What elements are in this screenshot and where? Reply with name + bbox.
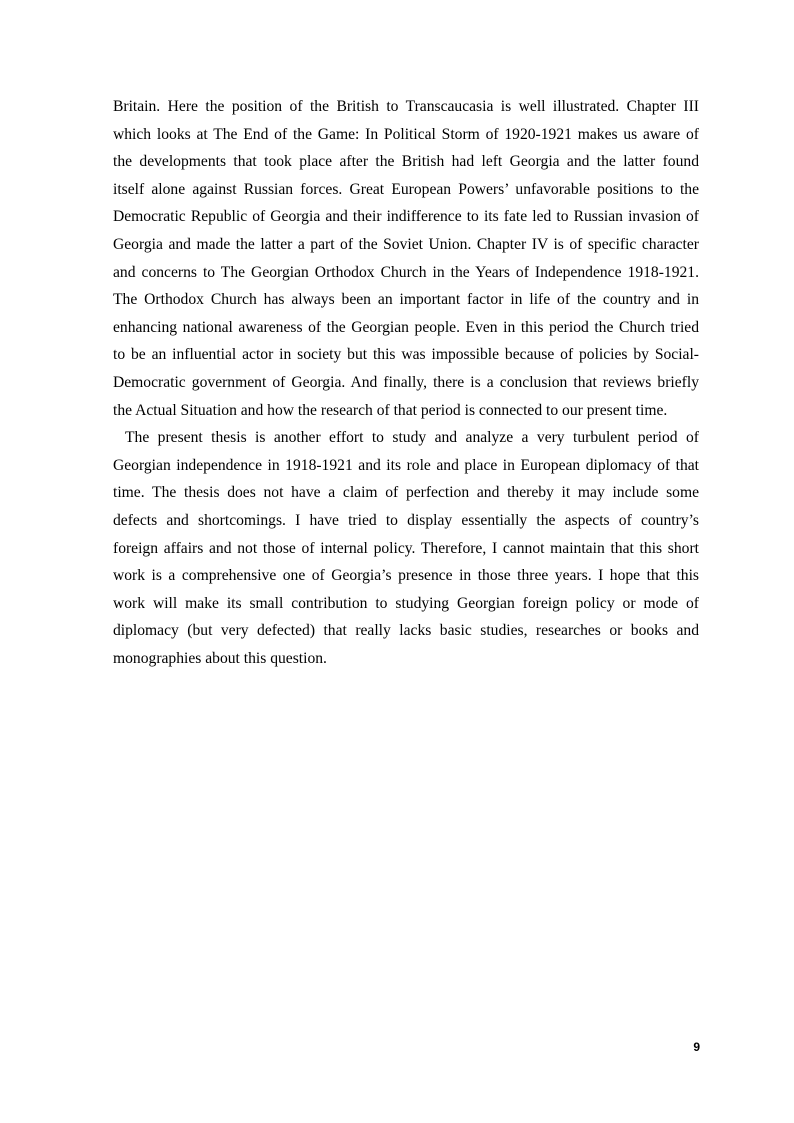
text-line: diplomacy (but very defected) that really lacks basic studies, researches or books and <box>113 622 699 640</box>
body-text <box>113 93 699 672</box>
paragraph-2 <box>113 424 699 672</box>
text-line: Georgian independence in 1918-1921 and its role and place in European diplomacy of that <box>113 456 699 474</box>
text-line: the developments that took place after the British had left Georgia and the latter found <box>113 153 699 171</box>
text-line: Democratic government of Georgia. And finally, there is a conclusion that reviews briefly <box>113 373 699 391</box>
text-line: Georgia and made the latter a part of the Soviet Union. Chapter IV is of specific character <box>113 235 699 253</box>
text-line: which looks at The End of the Game: In Political Storm of 1920-1921 makes us aware of <box>113 125 699 143</box>
text-line: The present thesis is another effort to study and analyze a very turbulent period of <box>125 429 699 447</box>
text-line: the Actual Situation and how the research of that period is connected to our present time. <box>113 401 668 419</box>
text-line: work will make its small contribution to studying Georgian foreign policy or mode of <box>113 594 699 612</box>
text-line: to be an influential actor in society but this was impossible because of policies by Social- <box>113 346 699 364</box>
text-line: and concerns to The Georgian Orthodox Church in the Years of Independence 1918-1921. <box>113 263 699 281</box>
text-line: defects and shortcomings. I have tried to display essentially the aspects of country’s <box>113 511 699 529</box>
text-line: work is a comprehensive one of Georgia’s presence in those three years. I hope that this <box>113 567 699 585</box>
page-number: 9 <box>693 1040 700 1054</box>
text-line: foreign affairs and not those of internal policy. Therefore, I cannot maintain that this short <box>113 539 699 557</box>
text-line: The Orthodox Church has always been an important factor in life of the country and in <box>113 291 699 309</box>
text-line: Britain. Here the position of the British to Transcaucasia is well illustrated. Chapter III <box>113 98 699 115</box>
text-line: time. The thesis does not have a claim of perfection and thereby it may include some <box>113 484 699 502</box>
text-line: enhancing national awareness of the Georgian people. Even in this period the Church tried <box>113 318 699 336</box>
text-line: Democratic Republic of Georgia and their indifference to its fate led to Russian invasion of <box>113 208 699 226</box>
text-line: itself alone against Russian forces. Great European Powers’ unfavorable positions to the <box>113 180 699 198</box>
text-line: monographies about this question. <box>113 649 327 667</box>
paragraph-1 <box>113 93 699 424</box>
